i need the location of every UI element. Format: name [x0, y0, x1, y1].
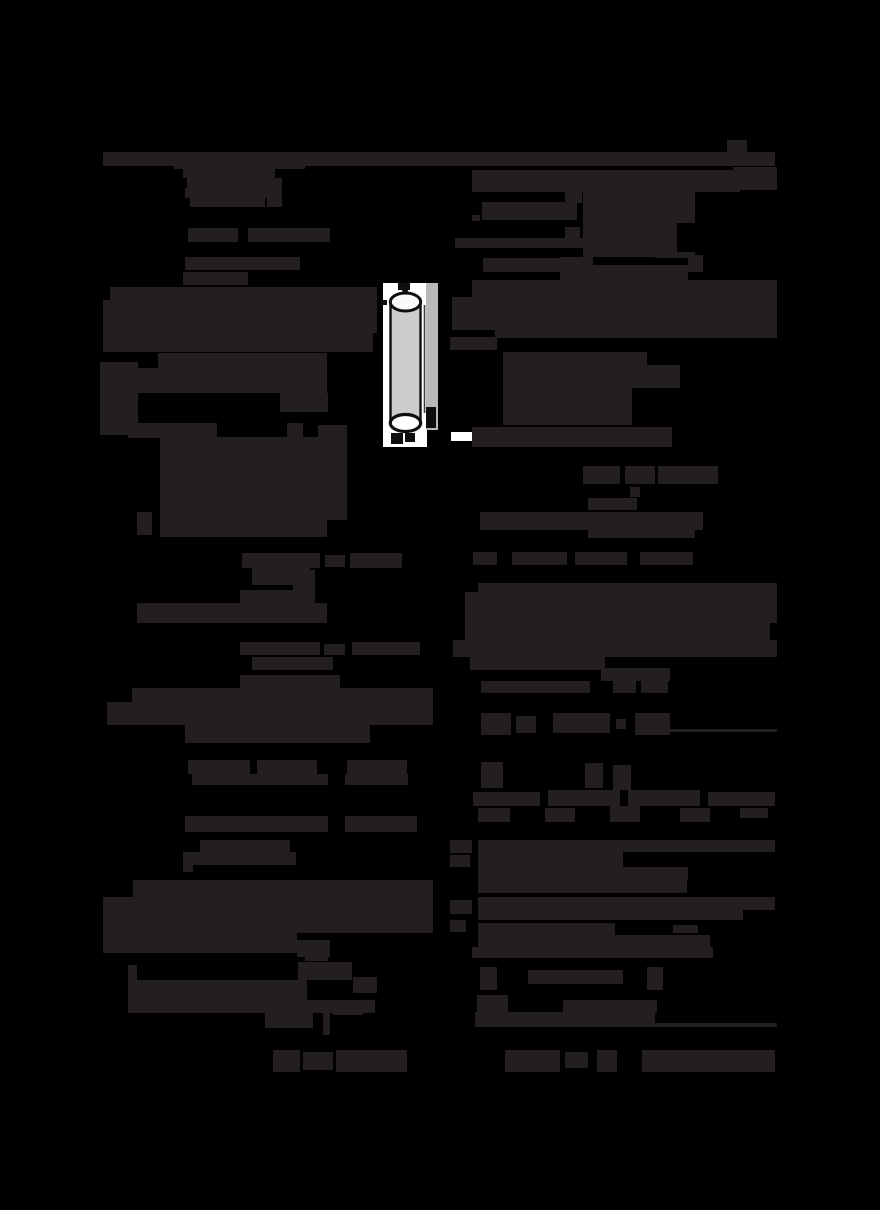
text-block — [128, 980, 307, 1000]
text-block — [103, 333, 373, 352]
text-block — [160, 437, 347, 520]
text-block — [548, 790, 620, 806]
text-block — [345, 816, 417, 832]
text-block — [688, 255, 703, 272]
text-block — [200, 840, 290, 852]
text-block — [680, 808, 710, 822]
text-block — [503, 352, 647, 365]
text-block — [478, 880, 687, 893]
text-block — [630, 487, 640, 497]
text-block — [242, 553, 320, 568]
text-block — [478, 867, 688, 880]
figure-label-blob — [391, 433, 403, 444]
text-block — [583, 190, 658, 257]
text-block — [103, 897, 433, 915]
text-block — [160, 520, 327, 537]
text-block — [708, 792, 775, 806]
text-block — [673, 925, 698, 933]
text-block — [503, 388, 632, 425]
text-block — [472, 215, 480, 221]
text-block — [252, 657, 333, 670]
text-block — [185, 816, 328, 832]
text-block — [450, 855, 470, 867]
text-block — [465, 592, 777, 623]
text-block — [325, 555, 345, 567]
dimension-arrowhead — [426, 407, 436, 428]
text-block — [450, 920, 466, 932]
text-block — [183, 865, 193, 872]
text-block — [628, 790, 700, 806]
text-block — [640, 552, 693, 565]
text-block — [323, 1005, 330, 1035]
text-block — [257, 760, 317, 774]
text-block — [528, 970, 623, 984]
text-block — [477, 995, 508, 1012]
figure-label-blob — [405, 433, 415, 442]
text-block — [585, 763, 603, 788]
text-block — [478, 897, 775, 910]
cylinder-bottom-ellipse — [390, 415, 420, 432]
text-block — [641, 678, 668, 693]
text-block — [472, 170, 740, 192]
text-block — [588, 498, 637, 510]
text-block — [185, 257, 300, 270]
text-block — [642, 1050, 775, 1072]
text-block — [481, 713, 511, 735]
text-block — [478, 583, 777, 592]
text-block — [450, 337, 497, 350]
text-block — [110, 287, 377, 300]
cylinder-figure — [381, 281, 439, 451]
text-block — [483, 258, 560, 272]
text-block — [495, 330, 777, 338]
text-block — [183, 272, 248, 285]
text-block — [670, 729, 777, 732]
text-block — [103, 933, 297, 953]
text-block — [583, 466, 620, 484]
text-block — [267, 178, 282, 207]
text-block — [452, 297, 777, 315]
text-block — [473, 552, 497, 565]
text-block — [138, 368, 327, 393]
text-block — [128, 423, 217, 438]
text-block — [658, 466, 718, 484]
text-block — [475, 1012, 655, 1027]
text-block — [503, 365, 680, 388]
text-block — [336, 1050, 407, 1072]
text-block — [273, 1050, 300, 1072]
text-block — [658, 223, 677, 252]
text-block — [103, 300, 377, 317]
text-block — [347, 760, 407, 774]
text-block — [183, 852, 296, 865]
text-block — [553, 713, 610, 733]
text-block — [478, 852, 623, 867]
text-block — [240, 675, 340, 688]
left-tick — [381, 300, 387, 305]
text-block — [353, 977, 377, 993]
text-block — [470, 657, 605, 670]
text-block — [188, 760, 250, 774]
text-block — [655, 1023, 777, 1027]
text-block — [597, 1050, 617, 1072]
text-block — [298, 962, 352, 980]
text-block — [560, 257, 593, 280]
text-block — [613, 681, 636, 693]
radius-arrow-icon — [398, 283, 410, 290]
text-block — [616, 719, 626, 729]
text-block — [593, 265, 688, 280]
text-block — [472, 427, 672, 447]
text-block — [137, 603, 327, 623]
text-block — [545, 808, 575, 822]
text-block — [635, 713, 670, 735]
text-block — [185, 725, 370, 743]
text-block — [512, 552, 567, 565]
text-block — [610, 806, 640, 822]
text-block — [613, 765, 631, 790]
text-block — [303, 1052, 333, 1070]
text-block — [133, 880, 433, 897]
text-block — [280, 393, 328, 412]
paper-fragment — [451, 432, 472, 441]
text-block — [658, 192, 695, 223]
text-block — [287, 423, 303, 437]
text-block — [248, 228, 330, 242]
text-block — [478, 840, 775, 852]
text-block — [480, 967, 497, 990]
text-block — [575, 552, 627, 565]
text-block — [333, 1008, 363, 1015]
text-block — [103, 915, 433, 933]
text-block — [733, 167, 777, 190]
text-block — [187, 178, 268, 188]
text-block — [452, 315, 777, 330]
text-block — [625, 466, 655, 484]
cylinder-body — [391, 302, 421, 423]
text-block — [727, 140, 747, 152]
text-block — [465, 623, 770, 640]
text-block — [350, 553, 402, 568]
text-block — [455, 238, 587, 248]
text-block — [647, 967, 663, 990]
text-block — [107, 702, 433, 725]
text-block — [478, 910, 743, 920]
text-block — [305, 953, 328, 961]
text-block — [183, 168, 275, 178]
text-block — [588, 528, 695, 538]
text-block — [450, 900, 472, 914]
text-block — [352, 642, 420, 655]
text-block — [103, 317, 377, 333]
text-block — [473, 792, 540, 806]
cylinder-top-ellipse — [390, 293, 420, 311]
text-block — [481, 762, 503, 788]
text-block — [240, 590, 303, 603]
text-block — [740, 808, 768, 818]
text-block — [190, 198, 265, 207]
text-block — [240, 642, 320, 655]
text-block — [472, 947, 713, 958]
text-block — [505, 1050, 560, 1072]
text-block — [481, 681, 590, 693]
text-block — [137, 512, 152, 535]
text-block — [565, 1052, 588, 1068]
text-block — [453, 640, 777, 657]
text-block — [265, 1013, 313, 1028]
text-block — [478, 808, 510, 822]
text-block — [345, 774, 408, 785]
text-block — [565, 227, 580, 238]
text-block — [472, 280, 777, 297]
text-block — [188, 228, 238, 242]
text-block — [482, 202, 577, 220]
text-block — [450, 840, 472, 853]
text-block — [478, 923, 615, 935]
text-block — [185, 188, 272, 198]
text-block — [478, 935, 710, 947]
text-block — [565, 192, 582, 203]
text-block — [516, 716, 536, 733]
text-block — [132, 688, 433, 702]
text-block — [324, 644, 345, 655]
text-block — [192, 774, 328, 785]
